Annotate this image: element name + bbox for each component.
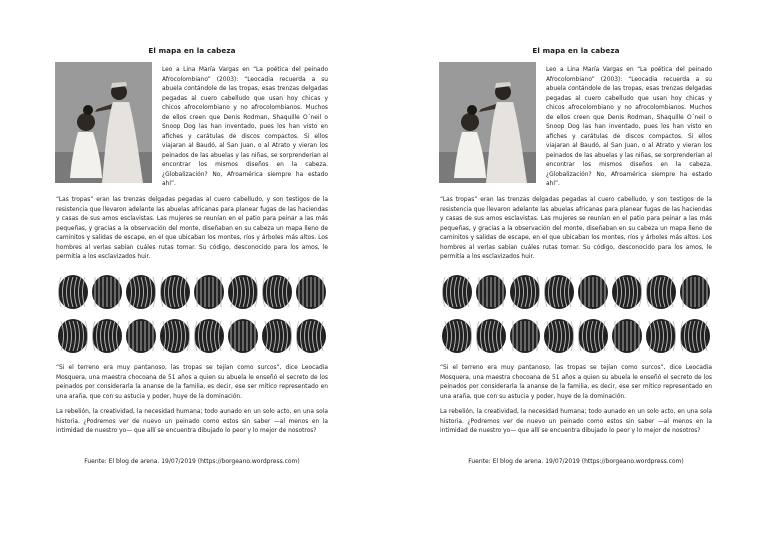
paragraph-4: La rebelión, la creatividad, la necesidad humana; todo aunado en un solo acto, en una sola historia. ¿Podremos ver de nuevo un peinado como estos sin saber —al menos en la intimidad de nuestro yo— que allí se encuentra dibujado lo peor y lo mejor de nosotros? — [56, 409, 328, 434]
source-citation: Fuente: El blog de arena. 19/07/2019 (https://borgeano.wordpress.com) — [84, 458, 300, 465]
braid-patterns-image — [56, 272, 328, 358]
paragraph-3: “Si el terreno era muy pantanoso, las tropas se tejían como surcos”, dice Leocadia Mosquera, una maestra chocoana de 51 años a quien su abuela le enseñó el secreto de los peinados por considerarla la ananse de la familia, es decir, ese ser mítico representado en una araña, que con su astucia y poder, huye de la dominación. — [56, 365, 328, 400]
historical-photo — [439, 62, 536, 183]
paragraph-3: “Si el terreno era muy pantanoso, las tropas se tejían como surcos”, dice Leocadia Mosquera, una maestra chocoana de 51 años a quien su abuela le enseñó el secreto de los peinados por considerarla la ananse de la familia, es decir, ese ser mítico representado en una araña, que con su astucia y poder, huye de la dominación. — [440, 365, 712, 400]
paragraph-1: Leo a Lina María Vargas en “La poética del peinado Afrocolombiano” (2003): “Leocadia recuerda a su abuela contándole de las tropas, esas trenzas delgadas pegadas al cuero cabelludo que usan hoy chicas y chicos afrocolombiano y no afrocolombianos. Muchos de ellos creen que Denis Rodman, Shaquille O´neil o Snoop Dog las han inventado, pues los han visto en afiches y carátulas de discos compactos. Si ellos viajaran al Baudó, al San Juan, o al Atrato y vieran los peinados de las abuelas y las niñas, se sorprenderían al encontrar los mismos diseños en la cabeza. ¿Globalización? No, Afroamérica siempre ha estado ahí”. — [546, 67, 712, 187]
historical-photo — [55, 62, 152, 183]
paragraph-2: “Las tropas” eran las trenzas delgadas pegadas al cuero cabelludo, y son testigos de la resistencia que llevaron adelante las abuelas africanas para planear fugas de las haciendas y casas de sus amos esclavistas. Las mujeres se reunían en el patio para peinar a las más pequeñas, y gracias a la observación del monte, diseñaban en su cabeza un mapa lleno de caminitos y salidas de escape, en el que ubicaban los montes, ríos y árboles más altos. Los hombres al verlas sabían cuáles rutas tomar. Su código, desconocido para los amos, le permitía a los esclavizados huir. — [56, 197, 328, 260]
paragraph-1: Leo a Lina María Vargas en “La poética del peinado Afrocolombiano” (2003): “Leocadia recuerda a su abuela contándole de las tropas, esas trenzas delgadas pegadas al cuero cabelludo que usan hoy chicas y chicos afrocolombiano y no afrocolombianos. Muchos de ellos creen que Denis Rodman, Shaquille O´neil o Snoop Dog las han inventado, pues los han visto en afiches y carátulas de discos compactos. Si ellos viajaran al Baudó, al San Juan, o al Atrato y vieran los peinados de las abuelas y las niñas, se sorprenderían al encontrar los mismos diseños en la cabeza. ¿Globalización? No, Afroamérica siempre ha estado ahí”. — [162, 67, 328, 187]
paragraph-4: La rebelión, la creatividad, la necesidad humana; todo aunado en un solo acto, en una sola historia. ¿Podremos ver de nuevo un peinado como estos sin saber —al menos en la intimidad de nuestro yo— que allí se encuentra dibujado lo peor y lo mejor de nosotros? — [440, 409, 712, 434]
braid-patterns-image — [440, 272, 712, 358]
page-title: El mapa en la cabeza — [532, 46, 620, 55]
page-title: El mapa en la cabeza — [148, 46, 236, 55]
paragraph-2: “Las tropas” eran las trenzas delgadas pegadas al cuero cabelludo, y son testigos de la resistencia que llevaron adelante las abuelas africanas para planear fugas de las haciendas y casas de sus amos esclavistas. Las mujeres se reunían en el patio para peinar a las más pequeñas, y gracias a la observación del monte, diseñaban en su cabeza un mapa lleno de caminitos y salidas de escape, en el que ubicaban los montes, ríos y árboles más altos. Los hombres al verlas sabían cuáles rutas tomar. Su código, desconocido para los amos, le permitía a los esclavizados huir. — [440, 197, 712, 260]
source-citation: Fuente: El blog de arena. 19/07/2019 (https://borgeano.wordpress.com) — [468, 458, 684, 465]
document-page-right — [384, 0, 768, 543]
